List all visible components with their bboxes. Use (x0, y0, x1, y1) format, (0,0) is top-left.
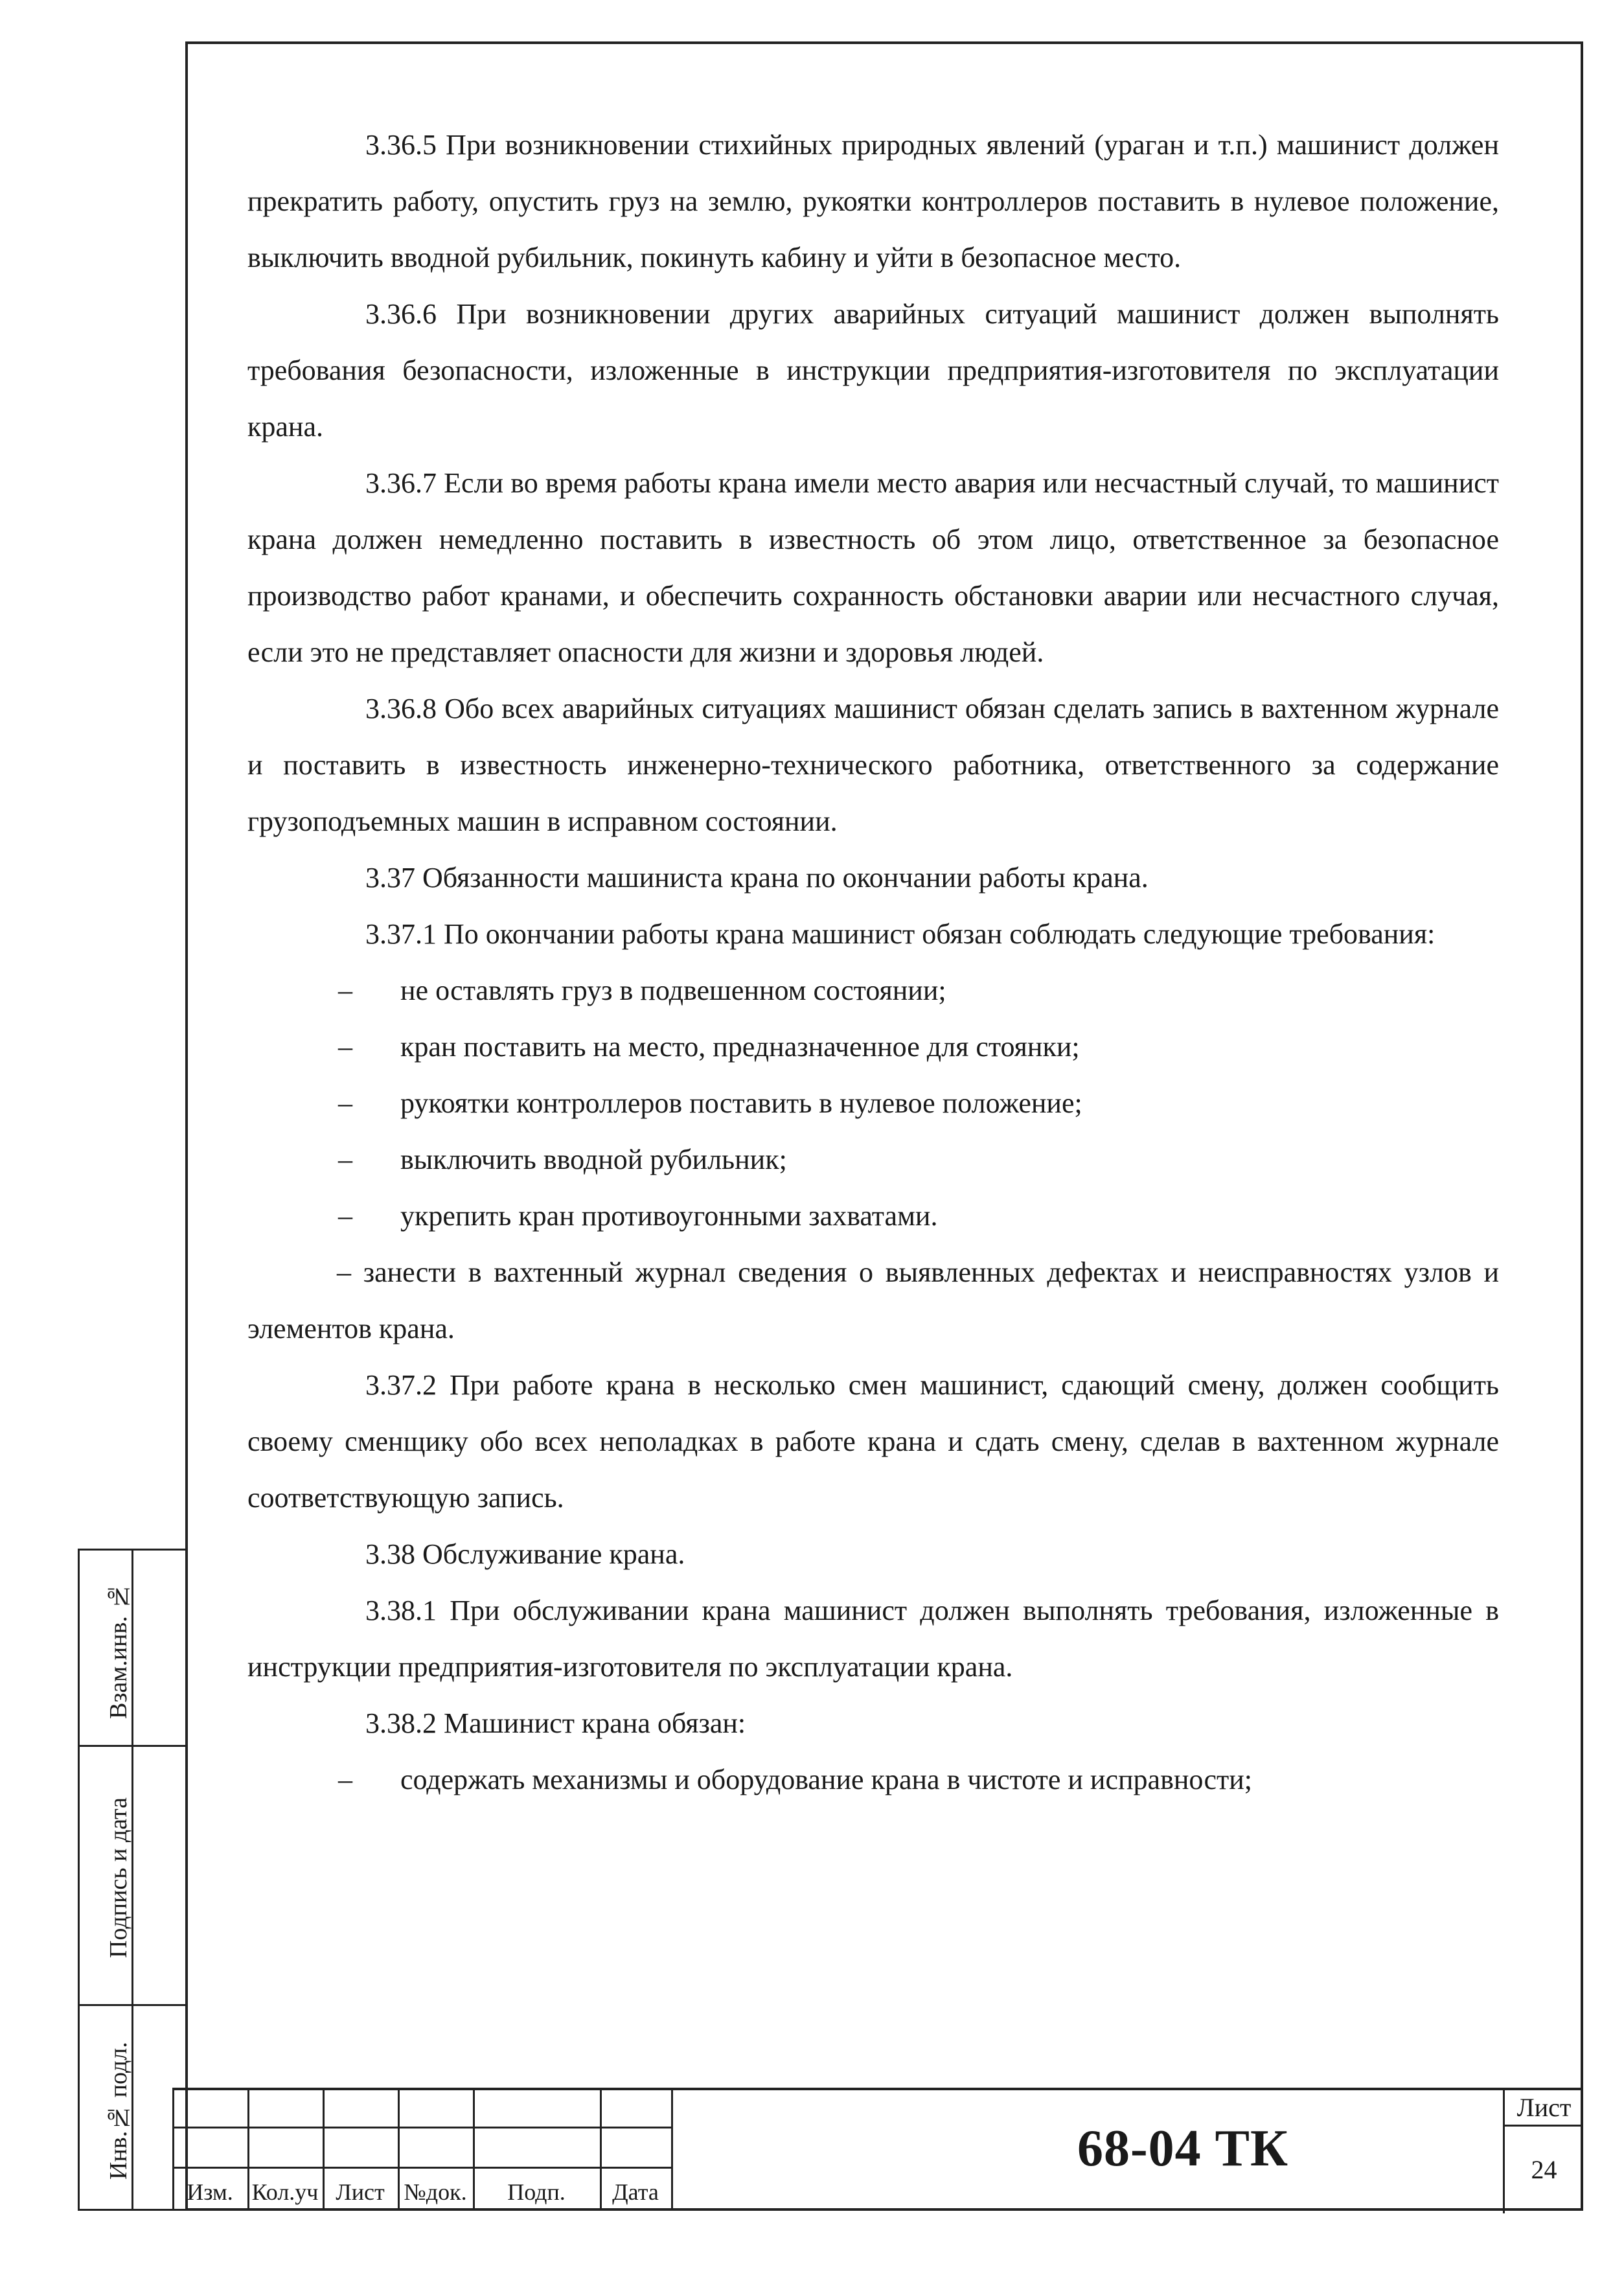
paragraph: 3.36.6 При возникновении других аварийных ситуаций машинист должен выполнять требования безопасности, изложенные в инструкции предприятия-изготовителя по эксплуатации крана. (247, 298, 1499, 443)
list-dash: – (338, 1031, 352, 1063)
list-dash: – (338, 1087, 352, 1119)
list-dash: – (338, 975, 352, 1006)
list-item-text: укрепить кран противоугонными захватами. (400, 1200, 938, 1232)
document-body (247, 117, 1499, 1808)
paragraph: 3.37.1 По окончании работы крана машинист обязан соблюдать следующие требования: (365, 918, 1435, 950)
sheet-label: Лист (1503, 2090, 1583, 2127)
col-change: Изм. (187, 2179, 233, 2205)
paragraph: 3.38 Обслуживание крана. (365, 1538, 685, 1570)
replacement-inventory-label: Взам.инв. № (105, 1582, 132, 1720)
paragraph: 3.36.5 При возникновении стихийных природных явлений (ураган и т.п.) машинист должен прекратить работу, опустить груз на землю, рукоятки контроллеров поставить в нулевое положение, выключить вводной рубильник, покинуть кабину и уйти в безопасное место. (247, 129, 1499, 273)
col-signature: Подп. (507, 2179, 566, 2205)
list-dash: – (338, 1200, 352, 1232)
paragraph: 3.38.1 При обслуживании крана машинист должен выполнять требования, изложенные в инструкции предприятия-изготовителя по эксплуатации крана. (247, 1595, 1499, 1683)
list-item: – занести в вахтенный журнал сведения о выявленных дефектах и неисправностях узлов и элементов крана. (247, 1256, 1499, 1344)
side-stamp (78, 1549, 185, 2211)
list-item-text: выключить вводной рубильник; (400, 1144, 787, 1175)
paragraph: 3.37 Обязанности машиниста крана по окончании работы крана. (365, 862, 1149, 894)
col-quantity: Кол.уч (251, 2179, 319, 2205)
list-item-text: не оставлять груз в подвешенном состоянии; (400, 975, 946, 1006)
paragraph: 3.37.2 При работе крана в несколько смен машинист, сдающий смену, должен сообщить своему сменщику обо всех неполадках в работе крана и сдать смену, сделав в вахтенном журнале соответствующую запись. (247, 1369, 1499, 1514)
list-item-text: кран поставить на место, предназначенное для стоянки; (400, 1031, 1080, 1063)
list-item (247, 1751, 1499, 1808)
paragraph: 3.38.2 Машинист крана обязан: (365, 1707, 746, 1739)
col-sheet: Лист (336, 2179, 385, 2205)
list-item (247, 1188, 1499, 1244)
paragraph: 3.36.8 Обо всех аварийных ситуациях машинист обязан сделать запись в вахтенном журнале и поставить в известность инженерно-технического работника, ответственного за содержание грузоподъемных машин в исправном состоянии. (247, 693, 1499, 837)
list-item-text: рукоятки контроллеров поставить в нулевое положение; (400, 1087, 1082, 1119)
list-dash: – (338, 1144, 352, 1175)
paragraph: 3.36.7 Если во время работы крана имели место авария или несчастный случай, то машинист крана должен немедленно поставить в известность об этом лицо, ответственное за безопасное производство работ кранами, и обеспечить сохранность обстановки аварии или несчастного случая, если это не представляет опасности для жизни и здоровья людей. (247, 467, 1499, 668)
list-item-text: содержать механизмы и оборудование крана в чистоте и исправности; (400, 1764, 1253, 1795)
signature-date-label: Подпись и дата (105, 1797, 132, 1959)
list-item (247, 1075, 1499, 1131)
title-block (172, 2088, 1583, 2211)
col-doc-number: №док. (404, 2179, 467, 2205)
sheet-number: 24 (1503, 2127, 1583, 2213)
list-item (247, 1019, 1499, 1075)
document-code: 68-04 ТК (1077, 2120, 1288, 2177)
list-dash: – (338, 1764, 352, 1795)
original-inventory-label: Инв.№ подл. (105, 2042, 132, 2180)
list-item (247, 962, 1499, 1019)
list-item (247, 1131, 1499, 1188)
col-date: Дата (612, 2179, 659, 2205)
